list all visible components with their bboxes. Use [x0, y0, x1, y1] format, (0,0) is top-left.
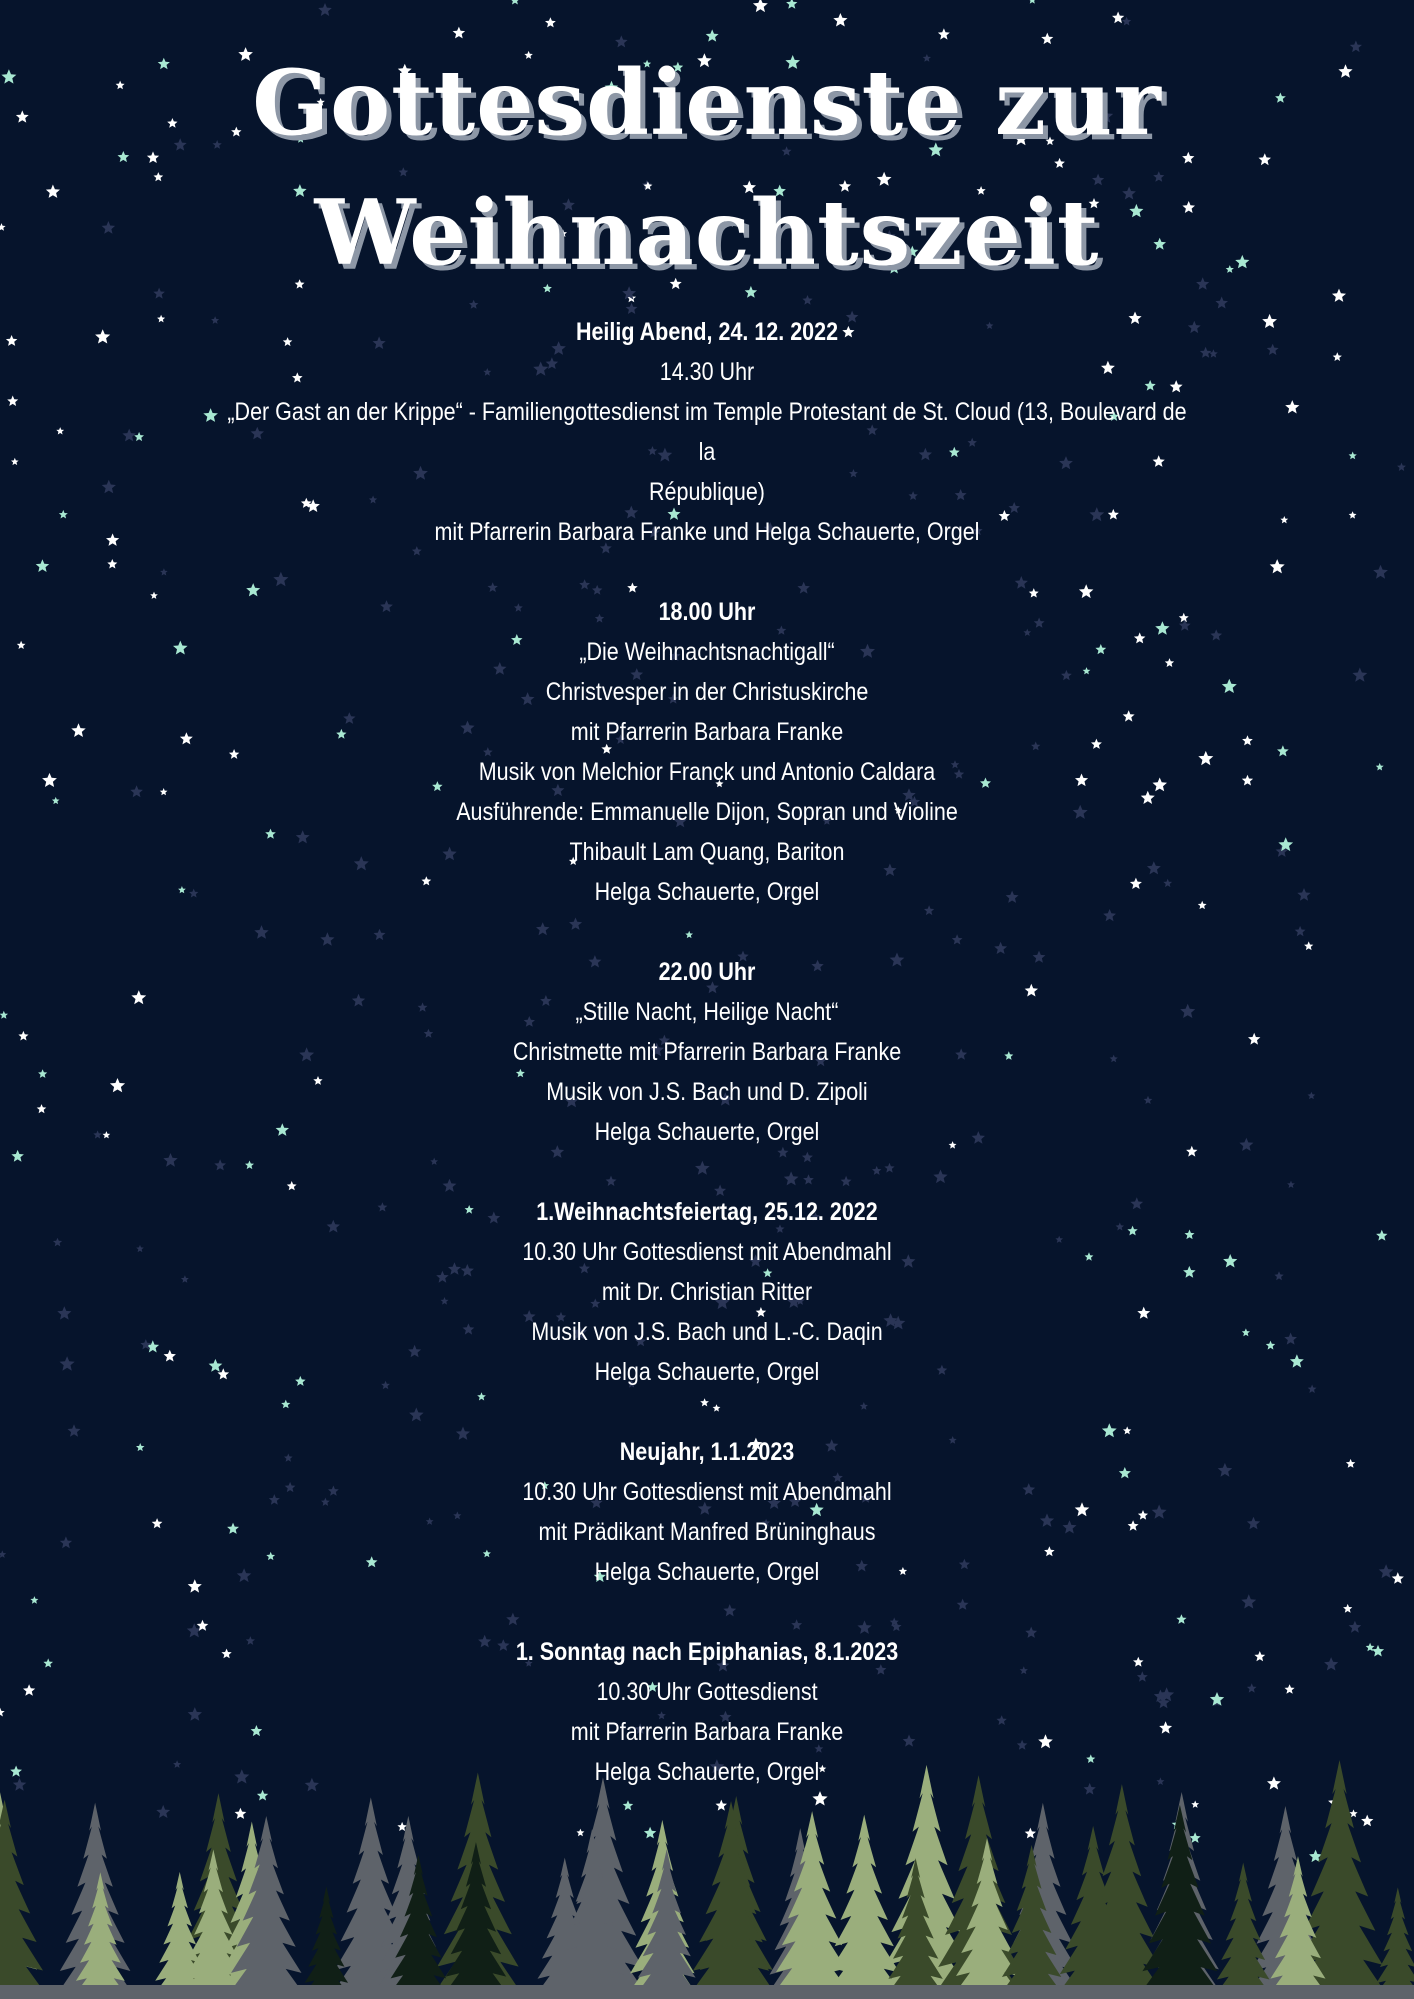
star-icon — [43, 1658, 53, 1667]
star-icon — [545, 17, 556, 27]
service-block — [140, 312, 1274, 552]
star-icon — [1349, 452, 1357, 460]
star-icon — [1122, 17, 1131, 26]
title-line-1: Gottesdienste zur — [252, 50, 1162, 156]
star-icon — [56, 427, 64, 434]
star-icon — [17, 641, 26, 649]
star-icon — [30, 1596, 38, 1604]
star-icon — [38, 1069, 47, 1078]
service-detail-line: Helga Schauerte, Orgel — [594, 1558, 820, 1586]
service-detail-line: Helga Schauerte, Orgel — [594, 1358, 820, 1386]
service-heading: Heilig Abend, 24. 12. 2022 — [575, 318, 839, 346]
service-block — [140, 592, 1274, 912]
star-icon — [453, 27, 466, 39]
service-heading: 1. Sonntag nach Epiphanias, 8.1.2023 — [515, 1638, 899, 1666]
star-icon — [1376, 763, 1384, 771]
service-detail-line: 10.30 Uhr Gottesdienst — [596, 1678, 818, 1706]
star-icon — [753, 0, 768, 12]
service-block — [140, 1432, 1274, 1592]
star-icon — [1277, 745, 1289, 756]
star-icon — [60, 1356, 75, 1371]
star-icon — [110, 1078, 125, 1092]
star-icon — [833, 13, 847, 27]
star-icon — [1346, 1459, 1355, 1468]
star-icon — [1397, 463, 1406, 471]
service-detail-line: 10.30 Uhr Gottesdienst mit Abendmahl — [522, 1238, 892, 1266]
service-detail-line: 10.30 Uhr Gottesdienst mit Abendmahl — [522, 1478, 892, 1506]
star-icon — [71, 723, 85, 737]
star-icon — [52, 797, 60, 804]
star-icon — [122, 429, 135, 442]
star-icon — [1379, 1564, 1394, 1578]
star-icon — [1373, 565, 1388, 579]
star-icon — [59, 510, 68, 519]
star-icon — [0, 1550, 6, 1558]
service-heading: 1.Weihnachtsfeiertag, 25.12. 2022 — [536, 1198, 878, 1226]
pine-tree-icon — [1136, 1805, 1223, 1999]
star-icon — [18, 1031, 28, 1041]
service-detail-line: mit Prädikant Manfred Brüninghaus — [538, 1518, 876, 1546]
service-detail-line: „Stille Nacht, Heilige Nacht“ — [575, 998, 839, 1026]
star-icon — [469, 300, 479, 309]
star-icon — [1280, 516, 1288, 523]
service-detail-line: 14.30 Uhr — [659, 358, 755, 386]
service-detail-line: mit Pfarrerin Barbara Franke — [570, 1718, 844, 1746]
service-heading: 22.00 Uhr — [658, 958, 756, 986]
ground-strip — [0, 1985, 1414, 1999]
star-icon — [103, 1131, 111, 1138]
service-detail-line: Christmette mit Pfarrerin Barbara Franke — [512, 1038, 902, 1066]
service-detail-line: mit Pfarrerin Barbara Franke — [570, 718, 844, 746]
star-icon — [1343, 1604, 1352, 1613]
star-icon — [318, 3, 332, 16]
star-icon — [1352, 668, 1367, 682]
star-icon — [0, 1011, 8, 1019]
star-icon — [95, 329, 110, 343]
star-icon — [53, 1238, 62, 1247]
title-line-2: Weihnachtszeit — [314, 180, 1100, 286]
service-heading: Neujahr, 1.1.2023 — [619, 1438, 795, 1466]
page-title — [0, 38, 1414, 298]
service-detail-line: „Die Weihnachtsnachtigall“ — [579, 638, 835, 666]
service-detail-line: Helga Schauerte, Orgel — [594, 1118, 820, 1146]
pine-tree-icon — [1373, 1887, 1414, 1999]
service-detail-line: Musik von J.S. Bach und D. Zipoli — [546, 1078, 868, 1106]
star-icon — [786, 0, 797, 9]
star-icon — [37, 1104, 47, 1113]
service-detail-line: Musik von J.S. Bach und L.-C. Daqin — [531, 1318, 883, 1346]
star-icon — [1287, 1181, 1295, 1188]
star-icon — [93, 1130, 102, 1138]
service-detail-line: mit Dr. Christian Ritter — [601, 1278, 813, 1306]
service-block — [140, 1632, 1274, 1792]
star-icon — [11, 458, 19, 465]
star-icon — [1297, 888, 1310, 901]
star-icon — [1308, 1385, 1317, 1394]
star-icon — [1295, 926, 1306, 936]
star-icon — [6, 335, 18, 346]
service-schedule — [140, 312, 1274, 1832]
star-icon — [68, 1424, 81, 1436]
star-icon — [1349, 1621, 1362, 1633]
star-icon — [1290, 1354, 1304, 1367]
service-block — [140, 952, 1274, 1152]
star-icon — [1349, 511, 1357, 518]
star-icon — [102, 480, 116, 494]
service-detail-line: Thibault Lam Quang, Bariton — [569, 838, 845, 866]
star-icon — [510, 0, 520, 5]
star-icon — [0, 1708, 5, 1717]
service-detail-line: „Der Gast an der Krippe“ - Familiengottesdienst im Temple Protestant de St. Cloud (13, Boulevard de la — [227, 398, 1187, 466]
star-icon — [1285, 1684, 1295, 1694]
star-icon — [1333, 352, 1342, 361]
star-icon — [1215, 297, 1228, 309]
star-icon — [11, 1150, 24, 1162]
service-heading: 18.00 Uhr — [658, 598, 756, 626]
service-block — [140, 1192, 1274, 1392]
service-detail-line: mit Pfarrerin Barbara Franke und Helga Schauerte, Orgel — [434, 518, 980, 546]
star-icon — [1324, 1657, 1338, 1670]
service-detail-line: Helga Schauerte, Orgel — [594, 1758, 820, 1786]
star-icon — [60, 1536, 72, 1548]
star-icon — [1274, 1271, 1283, 1280]
star-icon — [1308, 1092, 1316, 1099]
pine-tree-icon — [0, 1800, 49, 1999]
star-icon — [36, 559, 50, 572]
service-detail-line: Christvesper in der Christuskirche — [545, 678, 869, 706]
star-icon — [7, 396, 18, 407]
service-detail-line: République) — [649, 478, 765, 506]
service-detail-line: Ausführende: Emmanuelle Dijon, Sopran und Violine — [456, 798, 958, 826]
star-icon — [106, 533, 119, 546]
star-icon — [1028, 0, 1036, 4]
star-icon — [23, 1684, 35, 1696]
star-icon — [1392, 1572, 1404, 1584]
star-icon — [1284, 1333, 1297, 1345]
star-icon — [1304, 941, 1313, 950]
service-detail-line: Musik von Melchior Franck und Antonio Caldara — [478, 758, 936, 786]
star-icon — [107, 559, 117, 569]
star-icon — [42, 773, 57, 787]
service-detail-line: Helga Schauerte, Orgel — [594, 878, 820, 906]
star-icon — [1376, 1230, 1387, 1241]
star-icon — [1112, 12, 1124, 24]
star-icon — [57, 1306, 71, 1319]
star-icon — [1285, 400, 1299, 413]
